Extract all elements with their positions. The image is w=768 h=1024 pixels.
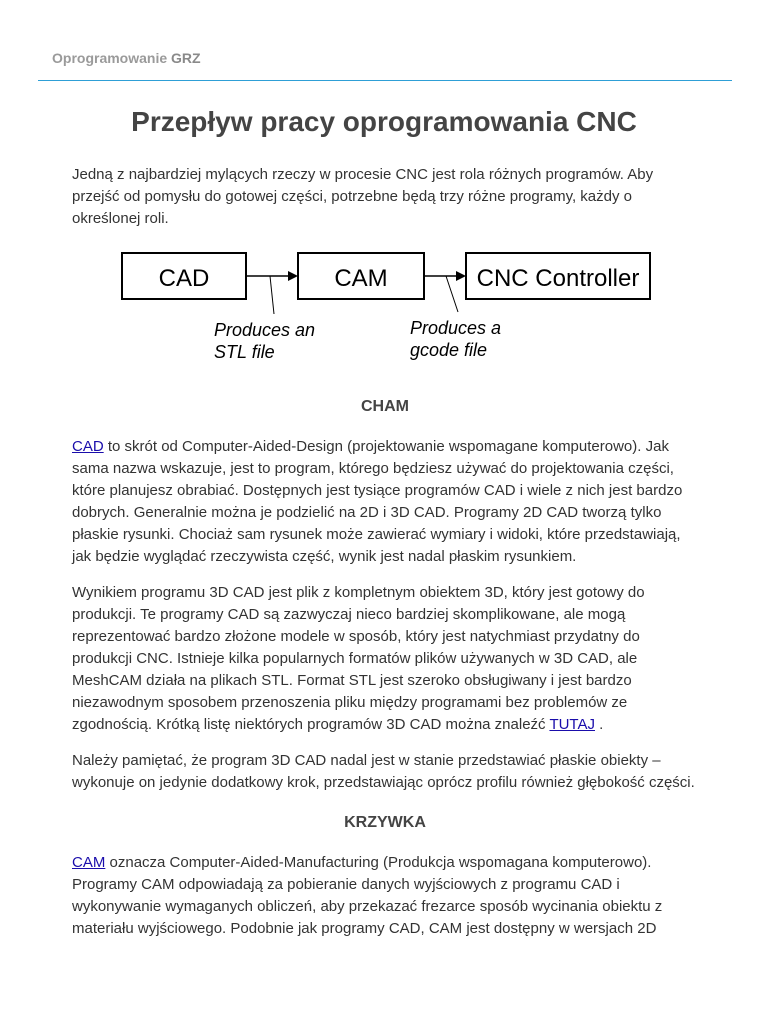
site-name-prefix: Oprogramowanie [52,50,168,66]
workflow-diagram [120,252,656,372]
cad-paragraph-1 [72,436,698,568]
cad-paragraph-2-end: . [595,716,604,733]
gcode-note-line1: Produces a [410,318,502,338]
cnc-controller-box-label: CNC Controller [476,265,640,292]
callout-line-stl [270,276,274,314]
cam-paragraph-1 [72,852,698,940]
arrow-cam-to-cnc-head [456,271,466,281]
stl-note-line2: STL file [214,342,275,362]
cam-box-label: CAM [334,265,388,292]
arrow-cad-to-cam-head [288,271,298,281]
callout-line-gcode [446,276,458,312]
cad-box-label: CAD [158,265,210,292]
cad-link[interactable]: CAD [72,438,104,455]
cad-paragraph-1-text: to skrót od Computer-Aided-Design (projektowanie wspomagane komputerowo). Jak sama nazwa wskazuje, jest to program, którego będziesz używać do projektowania części, które planujesz obrabiać. Dostępnych jest tysiące programów CAD i wiele z nich jest bardzo dobrych. Generalnie można je podzielić na 2D i 3D CAD. Programy 2D CAD tworzą tylko płaskie rysunki. Chociaż sam rysunek może zawierać wymiary i widoki, które przedstawiają, jak będzie wyglądać rzeczywista część, wynik jest nadal płaskim rysunkiem. [72,438,683,565]
stl-note-line1: Produces an [214,320,316,340]
cam-link[interactable]: CAM [72,854,106,871]
site-name-brand: GRZ [171,50,201,66]
cam-paragraph-1-text: oznacza Computer-Aided-Manufacturing (Produkcja wspomagana komputerowo). Programy CAM odpowiadają za pobieranie danych wyjściowych z programu CAD i wykonywanie wymaganych obliczeń, aby przekazać frezarce sposób wycinania obiektu z materiału wyjściowego. Podobnie jak programy CAD, CAM jest dostępny w wersjach 2D [72,854,663,937]
site-header[interactable] [52,50,201,66]
intro-paragraph: Jedną z najbardziej mylących rzeczy w procesie CNC jest rola różnych programów. Aby przejść od pomysłu do gotowej części, potrzebne będą trzy różne programy, każdy o określonej roli. [72,166,654,227]
cad-paragraph-3: Należy pamiętać, że program 3D CAD nadal jest w stanie przedstawiać płaskie obiekty – wykonuje on jedynie dodatkowy krok, przedstawiając oprócz profilu również głębokość części. [72,752,695,791]
tutaj-link[interactable]: TUTAJ [549,716,595,733]
cad-paragraph-2 [72,582,698,736]
header-divider [38,80,732,81]
cad-paragraph-2-text: Wynikiem programu 3D CAD jest plik z kompletnym obiektem 3D, który jest gotowy do produkcji. Te programy CAD są zazwyczaj nieco bardziej skomplikowane, ale mogą reprezentować bardzo złożone modele w sposób, który jest natychmiast przydatny do produkcji CNC. Istnieje kilka popularnych formatów plików używanych w 3D CAD, ale MeshCAM działa na plikach STL. Format STL jest szeroko obsługiwany i jest bardzo niezawodnym sposobem przenoszenia pliku między programami bez problemów ze zgodnością. Krótką listę niektórych programów 3D CAD można znaleźć [72,584,645,733]
section-heading-cam: KRZYWKA [344,814,426,831]
article-body [72,164,698,954]
gcode-note-line2: gcode file [410,340,488,360]
page-title: Przepływ pracy oprogramowania CNC [131,106,637,137]
section-heading-cad: CHAM [361,398,409,415]
